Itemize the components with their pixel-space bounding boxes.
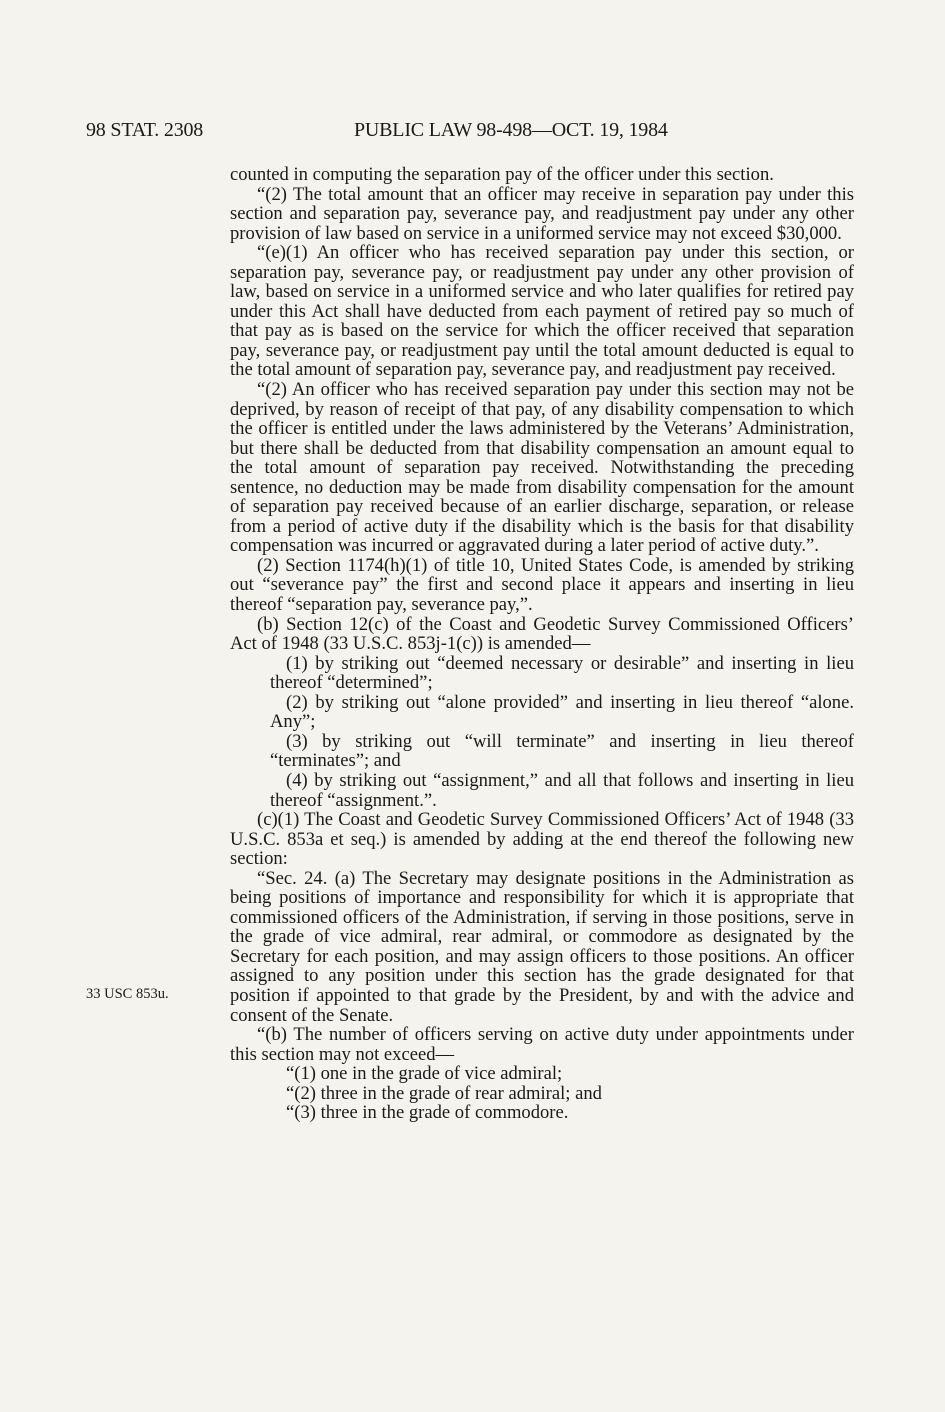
paragraph: (2) Section 1174(h)(1) of title 10, United States Code, is amended by striking out “severance pay” the first and second place it appears and inserting in lieu thereof “separation pay, severance pay,”. <box>230 554 854 616</box>
page-reference: 98 STAT. 2308 <box>86 119 204 141</box>
list-item: “(1) one in the grade of vice admiral; <box>286 1063 563 1085</box>
section-24-paragraph: “Sec. 24. (a) The Secretary may designate positions in the Administration as being positions of importance and responsibility for which it is appropriate that commissioned officers of the Administration, if serving in those positions, serve in the grade of vice admiral, rear admiral, or commodore as designated by the Secretary for each position, and may assign officers to those positions. An officer assigned to any position under this section has the grade designated for that position if appointed to that grade by the President, by and with the advice and consent of the Senate. <box>230 867 854 1026</box>
amendment-item: (1) by striking out “deemed necessary or desirable” and inserting in lieu thereof “determined”; <box>270 652 854 694</box>
amendment-item: (2) by striking out “alone provided” and inserting in lieu thereof “alone. Any”; <box>270 691 854 733</box>
paragraph: (c)(1) The Coast and Geodetic Survey Commissioned Officers’ Act of 1948 (33 U.S.C. 853a et seq.) is amended by adding at the end thereof the following new section: <box>230 809 854 870</box>
paragraph: counted in computing the separation pay of the officer under this section. <box>230 164 774 185</box>
paragraph: “(2) An officer who has received separation pay under this section may not be deprived, by reason of receipt of that pay, of any disability compensation to which the officer is entitled under the laws administered by the Veterans’ Administration, but there shall be deducted from that disability compensation an amount equal to the total amount of separation pay received. Notwithstanding the preceding sentence, no deduction may be made from disability compensation for the amount of separation pay received because of an earlier discharge, separation, or release from a period of active duty if the disability which is the basis for that disability compensation was incurred or aggravated during a later period of active duty.”. <box>230 379 854 557</box>
list-item: “(2) three in the grade of rear admiral; and <box>286 1082 602 1104</box>
amendment-item: (4) by striking out “assignment,” and all that follows and inserting in lieu thereof “assignment.”. <box>270 769 854 811</box>
paragraph: “(2) The total amount that an officer may receive in separation pay under this section and separation pay, severance pay, and readjustment pay under any other provision of law based on service in a uniformed service may not exceed $30,000. <box>230 183 854 244</box>
public-law-reference: PUBLIC LAW 98-498—OCT. 19, 1984 <box>354 119 668 141</box>
paragraph: “(b) The number of officers serving on active duty under appointments under this section may not exceed— <box>230 1024 854 1065</box>
paragraph: “(e)(1) An officer who has received separation pay under this section, or separation pay, severance pay, or readjustment pay under any other provision of law, based on service in a uniformed service and who later qualifies for retired pay under this Act shall have deducted from each payment of retired pay so much of that pay as is based on the service for which the officer received that separation pay, severance pay, or readjustment pay until the total amount deducted is equal to the total amount of separation pay, severance pay, and readjustment pay received. <box>230 242 854 381</box>
paragraph: (b) Section 12(c) of the Coast and Geodetic Survey Commissioned Officers’ Act of 1948 (33 U.S.C. 853j-1(c)) is amended— <box>230 613 854 655</box>
statute-body <box>230 165 854 1123</box>
list-item: “(3) three in the grade of commodore. <box>286 1102 569 1124</box>
margin-citation: 33 USC 853u. <box>86 986 169 1002</box>
amendment-item: (3) by striking out “will terminate” and inserting in lieu thereof “terminates”; and <box>270 730 854 772</box>
